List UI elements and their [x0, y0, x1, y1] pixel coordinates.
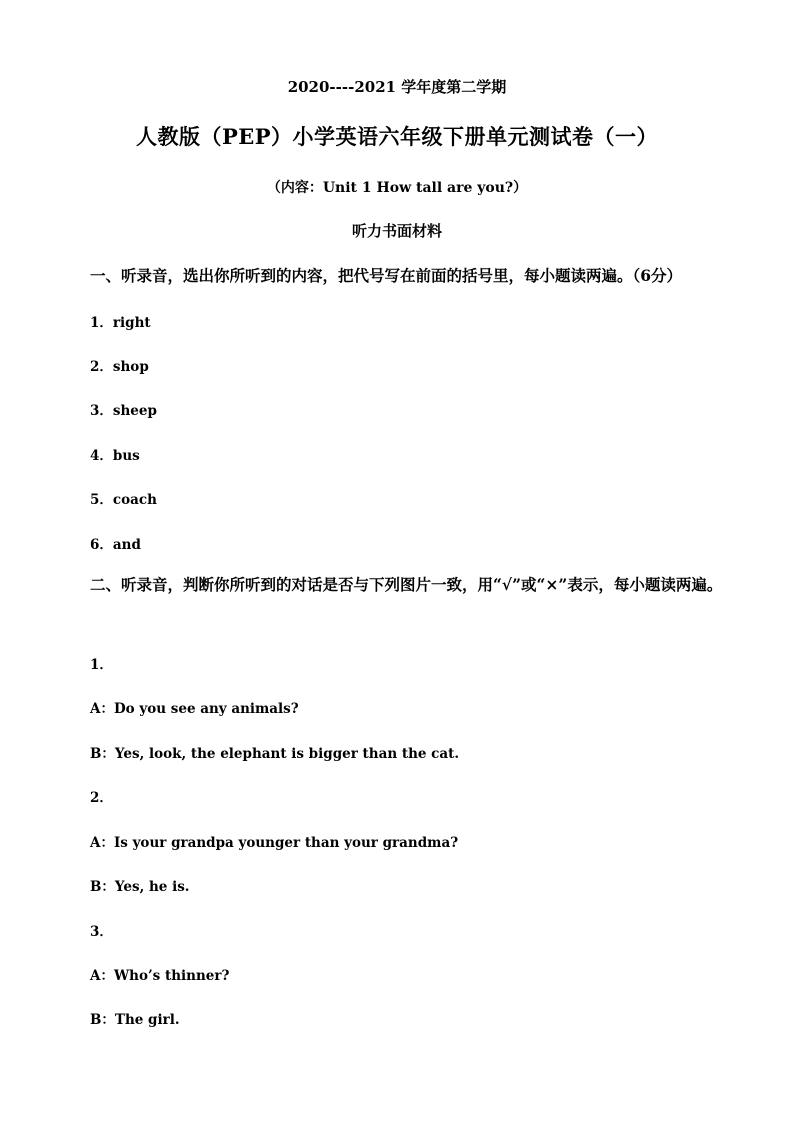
- part2-dialogue-line: B：Yes, look, the elephant is bigger than the cat.: [90, 746, 460, 762]
- school-year: 2020----2021 学年度第二学期: [287, 78, 507, 96]
- part1-item-3: 3．sheep: [90, 403, 157, 419]
- unit-content: （内容：Unit 1 How tall are you?）: [266, 180, 528, 196]
- part1-item-2: 2．shop: [90, 359, 149, 375]
- part2-dialogue-line: A：Is your grandpa younger than your grandma?: [90, 835, 459, 851]
- part2-question-number-2: 2．: [90, 790, 113, 806]
- part2-dialogue-line: A：Who’s thinner?: [90, 968, 230, 984]
- part2-dialogue-line: B：The girl.: [90, 1012, 180, 1028]
- part1-item-1: 1．right: [90, 315, 151, 331]
- part1-item-6: 6．and: [90, 537, 141, 553]
- part2-heading: 二、听录音，判断你所听到的对话是否与下列图片一致，用“√”或“×”表示，每小题读两遍。: [90, 575, 723, 594]
- part2-question-number-3: 3．: [90, 924, 113, 940]
- part2-dialogue-line: A：Do you see any animals?: [90, 701, 299, 717]
- page-title: 人教版（PEP）小学英语六年级下册单元测试卷（一）: [135, 124, 659, 149]
- section-title: 听力书面材料: [351, 222, 442, 240]
- part1-item-5: 5．coach: [90, 492, 157, 508]
- part2-question-number-1: 1．: [90, 657, 113, 673]
- part1-heading: 一、听录音，选出你所听到的内容，把代号写在前面的括号里，每小题读两遍。（6分）: [90, 266, 683, 285]
- part1-item-4: 4．bus: [90, 448, 140, 464]
- part2-dialogue-line: B：Yes, he is.: [90, 879, 190, 895]
